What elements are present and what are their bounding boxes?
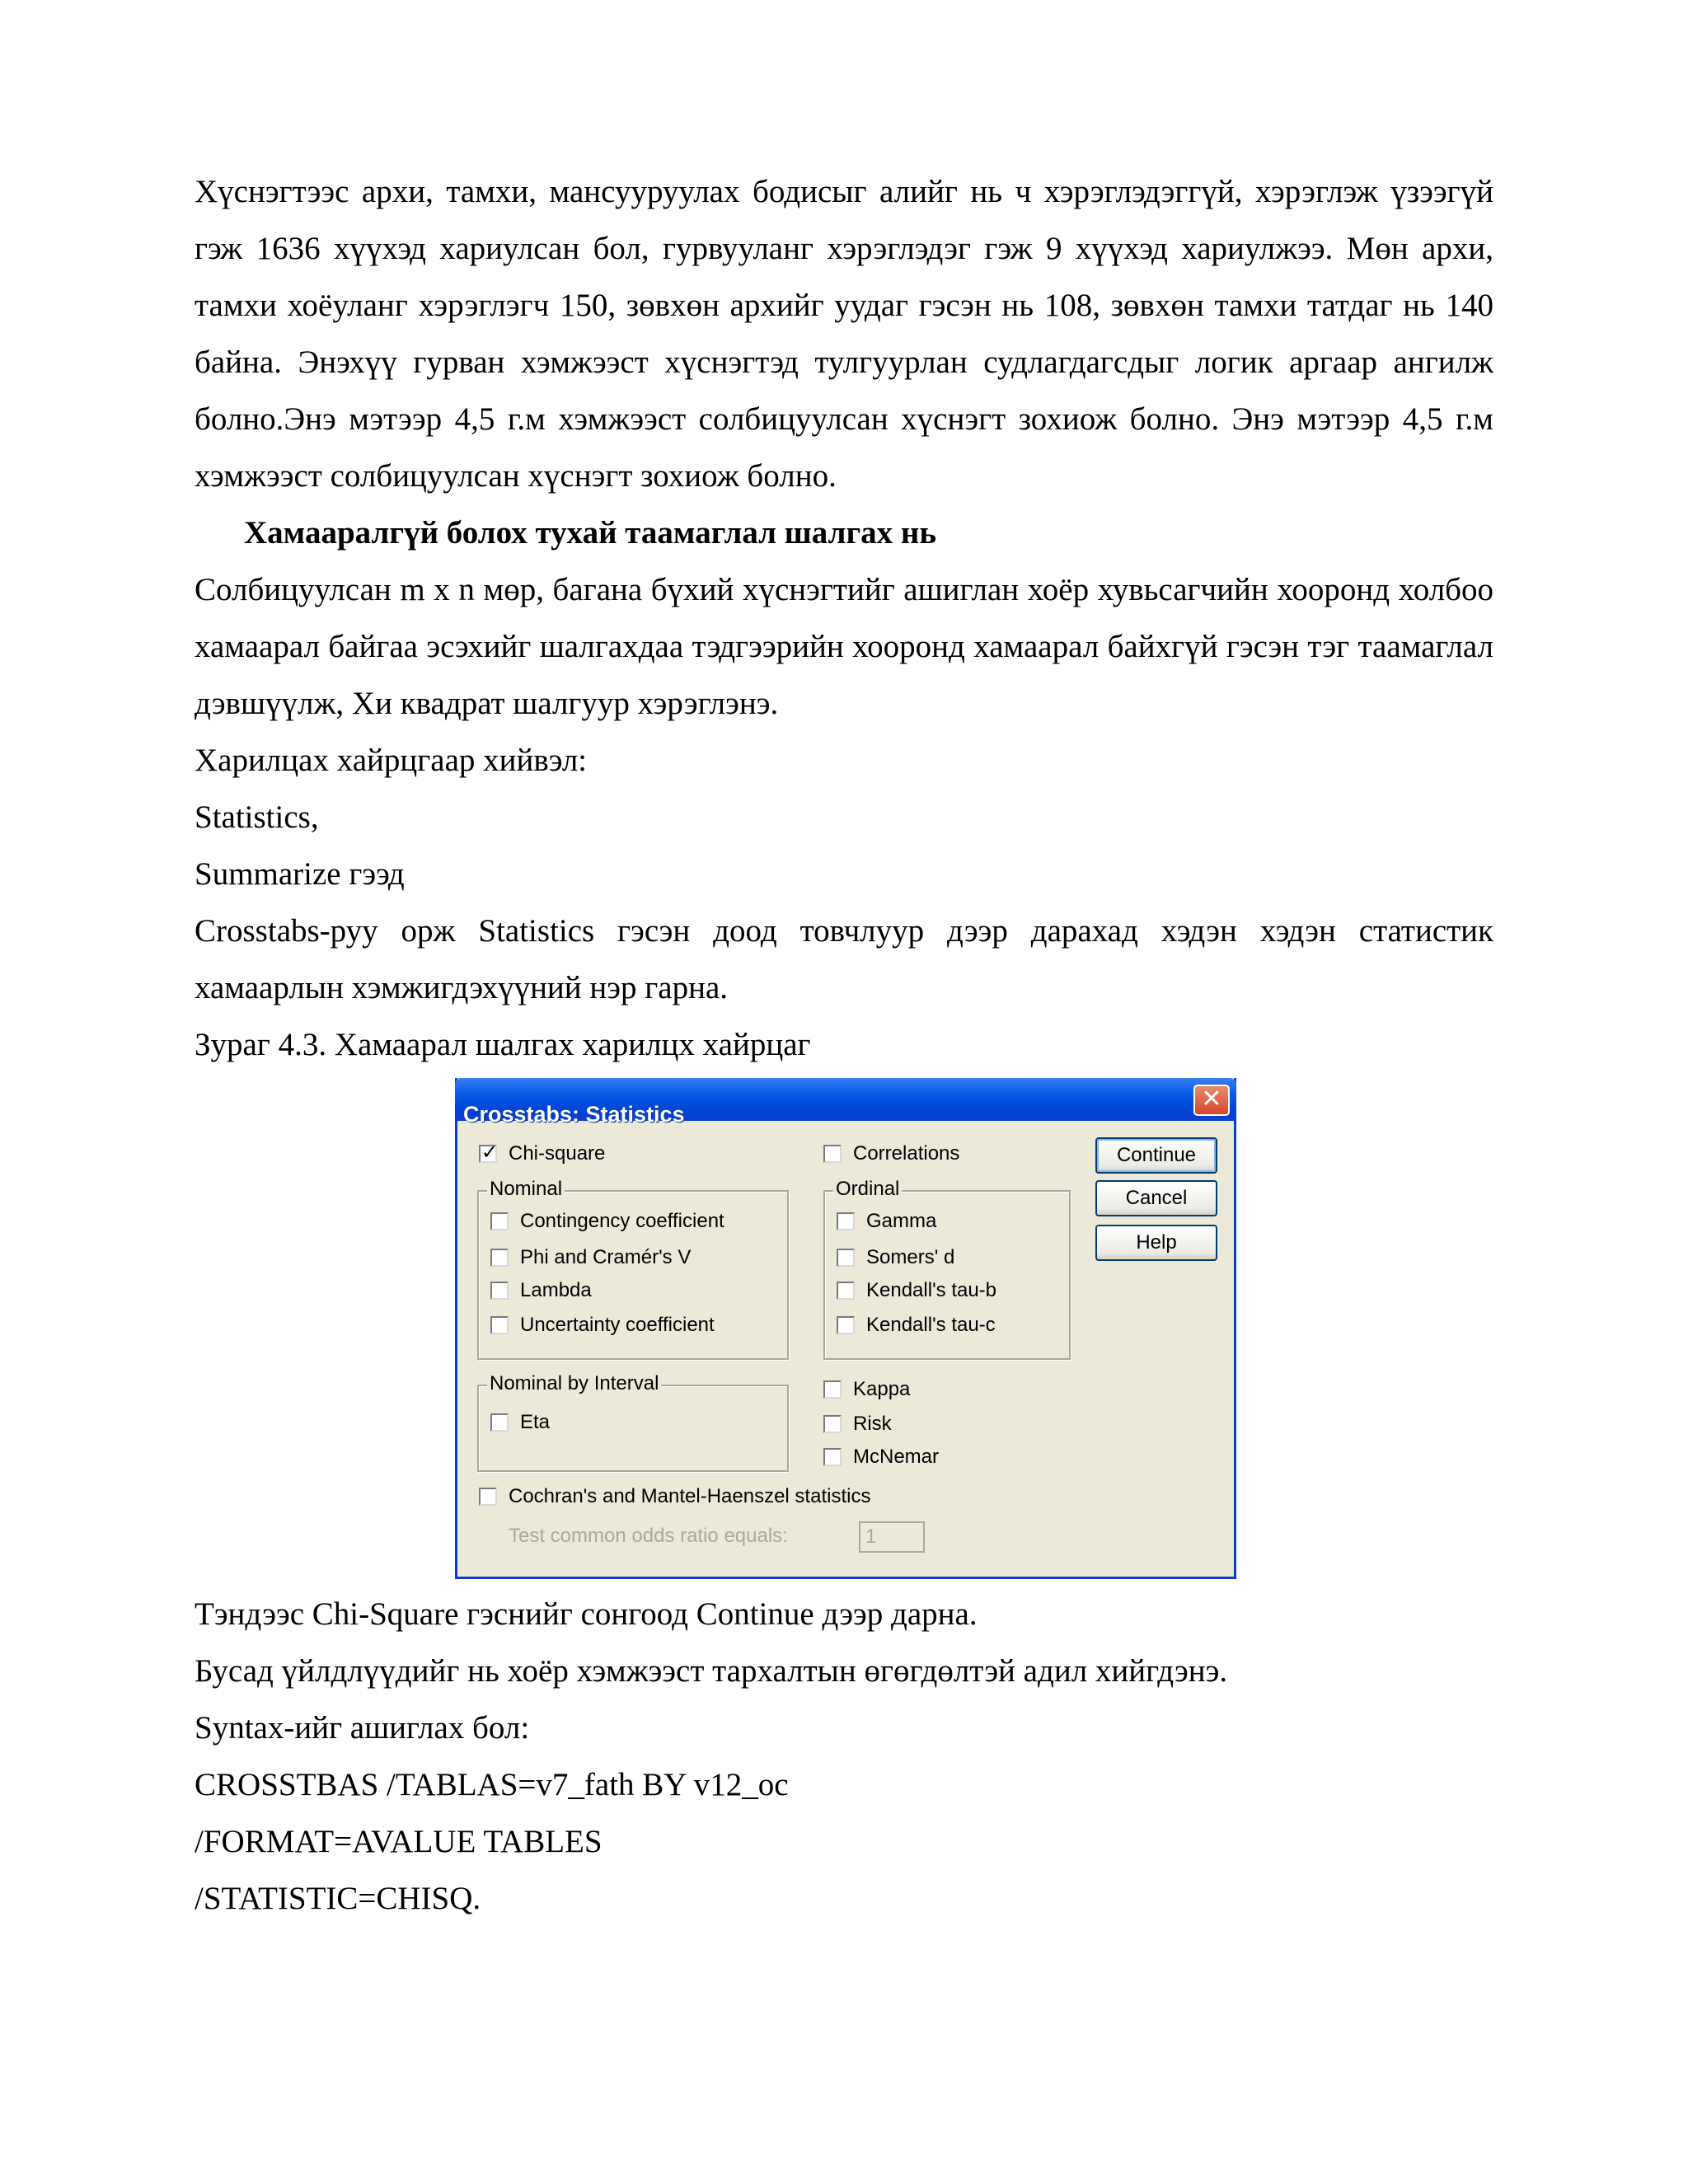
nominal-group-label: Nominal bbox=[487, 1178, 565, 1201]
mcnemar-label: McNemar bbox=[853, 1446, 940, 1468]
uncertainty-coefficient-label: Uncertainty coefficient bbox=[520, 1314, 715, 1336]
help-button[interactable]: Help bbox=[1095, 1225, 1217, 1261]
nominal-group bbox=[477, 1178, 789, 1360]
nominal-by-interval-label: Nominal by Interval bbox=[487, 1372, 661, 1395]
kendalls-tau-b-label: Kendall's tau-b bbox=[866, 1279, 997, 1301]
crosstabs-statistics-dialog bbox=[455, 1078, 1236, 1579]
dialog-intro-line: Харилцах хайрцгаар хийвэл: bbox=[195, 743, 588, 778]
text-column bbox=[195, 163, 1493, 1927]
eta-checkbox[interactable] bbox=[490, 1413, 509, 1432]
syntax-code-line-2: /FORMAT=AVALUE TABLES bbox=[195, 1824, 603, 1859]
syntax-intro-line: Syntax-ийг ашиглах бол: bbox=[195, 1710, 530, 1746]
close-icon[interactable]: ✕ bbox=[1193, 1085, 1230, 1116]
after-paragraph-2: Бусад үйлдлүүдийг нь хоёр хэмжээст тархалтын өгөгдөлтэй адил хийгдэнэ. bbox=[195, 1653, 1228, 1689]
mcnemar-checkbox[interactable] bbox=[823, 1448, 842, 1466]
continue-button[interactable]: Continue bbox=[1095, 1137, 1217, 1174]
intro-paragraph: Хүснэгтээс архи, тамхи, мансууруулах бодисыг алийг нь ч хэрэглэдэггүй, хэрэглэж үзээгүй гэж 1636 хүүхэд хариулсан бол, гурвууланг хэрэглэдэг гэж 9 хүүхэд хариулжээ. Мөн архи, тамхи хоёуланг хэрэглэгч 150, зөвхөн архийг уудаг гэсэн нь 108, зөвхөн тамхи татдаг нь 140 байна. Энэхүү гурван хэмжээст хүснэгтэд тулгуурлан судлагдагсдыг логик аргаар ангилж болно.Энэ мэтээр 4,5 г.м хэмжээст солбицуулсан хүснэгт зохиож болно. Энэ мэтээр 4,5 г.м хэмжээст солбицуулсан хүснэгт зохиож болно. bbox=[195, 174, 1493, 494]
kappa-label: Kappa bbox=[853, 1378, 911, 1400]
eta-label: Eta bbox=[520, 1411, 551, 1433]
odds-ratio-input[interactable]: 1 bbox=[859, 1521, 925, 1553]
after-paragraph-1: Тэндээс Chi-Square гэснийг сонгоод Continue дээр дарна. bbox=[195, 1596, 978, 1632]
cancel-button[interactable]: Cancel bbox=[1095, 1180, 1217, 1216]
dialog-titlebar[interactable] bbox=[455, 1078, 1236, 1127]
nominal-by-interval-group bbox=[477, 1372, 789, 1472]
ordinal-group bbox=[823, 1178, 1071, 1360]
uncertainty-coefficient-checkbox[interactable] bbox=[490, 1316, 509, 1334]
figure-caption: Зураг 4.3. Хамаарал шалгах харилцх хайрцаг bbox=[195, 1027, 811, 1062]
kendalls-tau-b-checkbox[interactable] bbox=[837, 1282, 855, 1300]
step-crosstabs: Crosstabs-руу орж Statistics гэсэн доод товчлуур дээр дарахад хэдэн хэдэн статистик хамаарлын хэмжигдэхүүний нэр гарна. bbox=[195, 913, 1493, 1005]
somers-d-label: Somers' d bbox=[866, 1246, 955, 1268]
syntax-code-line-1: CROSSTBAS /TABLAS=v7_fath BY v12_oc bbox=[195, 1767, 789, 1802]
correlations-checkbox[interactable] bbox=[823, 1145, 842, 1163]
correlations-label: Correlations bbox=[853, 1142, 960, 1165]
section-heading: Хамааралгүй болох тухай таамаглал шалгах нь bbox=[244, 515, 937, 551]
step-statistics: Statistics, bbox=[195, 799, 319, 835]
method-paragraph: Солбицуулсан m x n мөр, багана бүхий хүснэгтийг ашиглан хоёр хувьсагчийн хооронд холбоо хамаарал байгаа эсэхийг шалгахдаа тэдгээрийн хооронд хамаарал байхгүй гэсэн тэг таамаглал дэвшүүлж, Хи квадрат шалгуур хэрэглэнэ. bbox=[195, 572, 1493, 721]
gamma-label: Gamma bbox=[866, 1210, 937, 1232]
contingency-coefficient-label: Contingency coefficient bbox=[520, 1210, 724, 1232]
contingency-coefficient-checkbox[interactable] bbox=[490, 1212, 509, 1230]
syntax-code-line-3: /STATISTIC=CHISQ. bbox=[195, 1881, 481, 1916]
kappa-checkbox[interactable] bbox=[823, 1380, 842, 1399]
phi-cramers-v-label: Phi and Cramér's V bbox=[520, 1246, 692, 1268]
chi-square-checkbox[interactable] bbox=[479, 1141, 499, 1164]
lambda-checkbox[interactable] bbox=[490, 1282, 509, 1300]
figure-container bbox=[195, 1073, 1493, 1586]
cochrans-mantel-haenszel-checkbox[interactable] bbox=[479, 1488, 497, 1506]
cochrans-mantel-haenszel-label: Cochran's and Mantel-Haenszel statistics bbox=[509, 1485, 871, 1507]
step-summarize: Summarize гээд bbox=[195, 856, 405, 892]
chi-square-label: Chi-square bbox=[509, 1142, 606, 1165]
dialog-title: Crosstabs: Statistics bbox=[463, 1102, 685, 1127]
gamma-checkbox[interactable] bbox=[837, 1212, 855, 1230]
kendalls-tau-c-label: Kendall's tau-c bbox=[866, 1314, 996, 1336]
somers-d-checkbox[interactable] bbox=[837, 1249, 855, 1267]
risk-checkbox[interactable] bbox=[823, 1415, 842, 1433]
risk-label: Risk bbox=[853, 1413, 892, 1435]
lambda-label: Lambda bbox=[520, 1279, 592, 1301]
phi-cramers-v-checkbox[interactable] bbox=[490, 1249, 509, 1267]
odds-ratio-label: Test common odds ratio equals: bbox=[509, 1525, 788, 1547]
check-icon: ✓ bbox=[481, 1141, 499, 1164]
kendalls-tau-c-checkbox[interactable] bbox=[837, 1316, 855, 1334]
ordinal-group-label: Ordinal bbox=[833, 1178, 902, 1201]
